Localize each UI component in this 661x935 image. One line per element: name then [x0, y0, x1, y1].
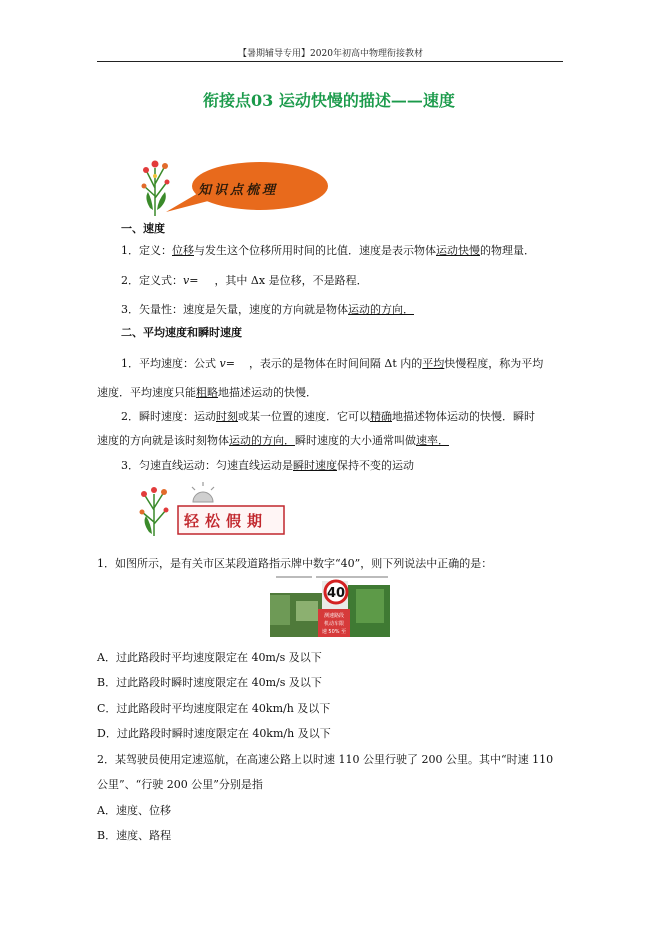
- road-sign-photo: [270, 575, 390, 637]
- page-title: 衔接点03 运动快慢的描述——速度: [203, 91, 455, 110]
- holiday-banner: [174, 500, 286, 540]
- page-header: 【暑期辅导专用】2020年初高中物理衔接教材: [238, 49, 423, 59]
- sign-speed-number: 40: [326, 586, 346, 601]
- sign-line2: 机动车限: [323, 621, 345, 627]
- q2-option-a: A．速度、位移: [97, 804, 171, 817]
- sign-line3: 速 50% 至: [321, 629, 347, 635]
- section1-item1: 1．定义：位移与发生这个位移所用时间的比值．速度是表示物体运动快慢的物理量．: [121, 244, 535, 257]
- section2-item2-line1: 2．瞬时速度：运动时刻或某一位置的速度．它可以精确地描述物体运动的快慢．瞬时: [121, 410, 535, 423]
- flower-decoration-icon: [136, 480, 176, 538]
- q1-stem: 1．如图所示，是有关市区某段道路指示牌中数字“40”，则下列说法中正确的是：: [97, 557, 493, 570]
- section1-item2: 2．定义式：v= ，其中 Δx 是位移，不是路程．: [121, 274, 368, 287]
- q2-stem-line1: 2．某驾驶员使用定速巡航，在高速公路上以时速 110 公里行驶了 200 公里。其中“时速 110: [97, 753, 554, 766]
- knowledge-banner-label: 知识点梳理: [198, 183, 279, 198]
- section2-item1-line2: 速度．平均速度只能粗略地描述运动的快慢．: [97, 386, 317, 399]
- section1-item3: 3．矢量性：速度是矢量，速度的方向就是物体运动的方向．: [121, 303, 414, 316]
- section1-heading: 一、速度: [121, 222, 165, 235]
- q1-option-a: A．过此路段时平均速度限定在 40m/s 及以下: [97, 651, 322, 664]
- q1-option-d: D．过此路段时瞬时速度限定在 40km/h 及以下: [97, 727, 331, 740]
- section2-item1-line1: 1．平均速度：公式 v= ，表示的是物体在时间间隔 Δt 内的平均快慢程度，称为平均: [121, 357, 544, 370]
- section2-heading: 二、平均速度和瞬时速度: [121, 326, 242, 339]
- header-rule: [97, 61, 563, 62]
- section2-item3: 3．匀速直线运动：匀速直线运动是瞬时速度保持不变的运动: [121, 459, 414, 472]
- q1-option-c: C．过此路段时平均速度限定在 40km/h 及以下: [97, 702, 331, 715]
- q2-option-b: B．速度、路程: [97, 829, 172, 842]
- q2-stem-line2: 公里”、“行驶 200 公里”分别是指: [97, 778, 263, 791]
- section2-item2-line2: 速度的方向就是该时刻物体运动的方向．瞬时速度的大小通常叫做速率．: [97, 434, 449, 447]
- sign-line1: 测速路段: [323, 613, 345, 619]
- q1-option-b: B．过此路段时瞬时速度限定在 40m/s 及以下: [97, 676, 322, 689]
- knowledge-speech-bubble: [160, 160, 330, 216]
- holiday-banner-label: 轻松假期: [184, 512, 269, 530]
